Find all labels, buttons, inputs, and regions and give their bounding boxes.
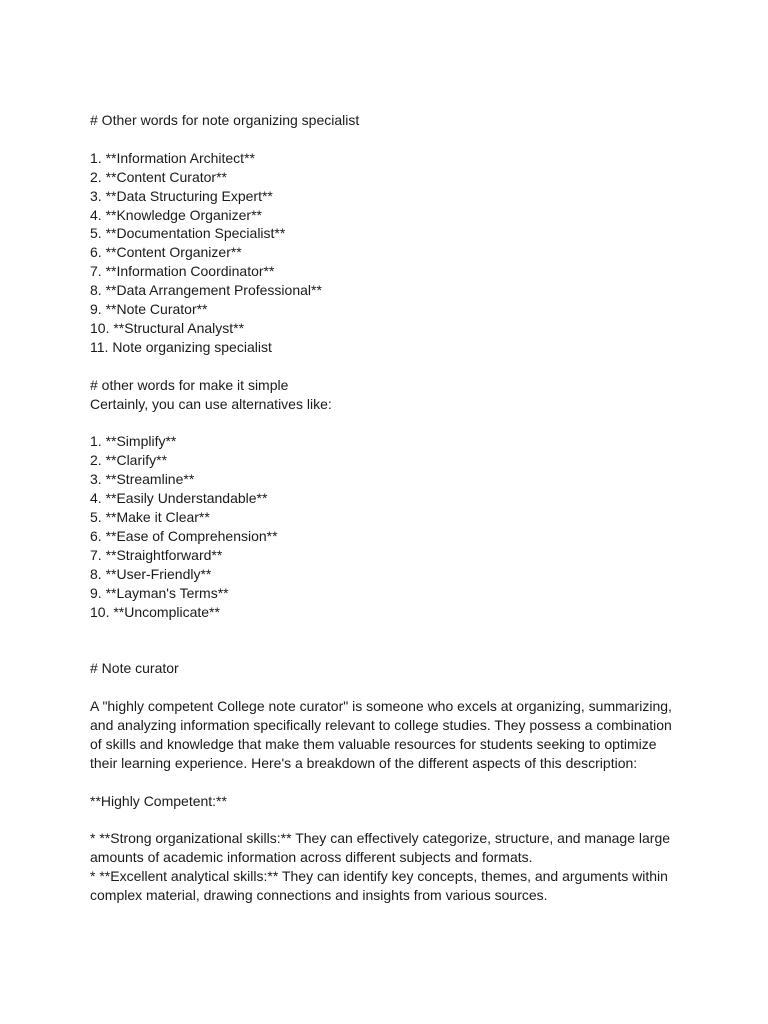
bullet-item: * **Strong organizational skills:** They can effectively categorize, structure, and manage large amounts of academic information across different subjects and formats. bbox=[90, 830, 671, 866]
list-item: 9. **Layman's Terms** bbox=[90, 584, 229, 601]
section1-heading: # Other words for note organizing specialist bbox=[90, 112, 360, 128]
list-item: 5. **Documentation Specialist** bbox=[90, 225, 286, 242]
section3-paragraph: A "highly competent College note curator" is someone who excels at organizing, summarizing, and analyzing information specifically relevant to college studies. They possess a combination of skills and knowledge that make them valuable resources for students seeking to optimize their learning experience. Here's a breakdown of the different aspects of this description: bbox=[90, 698, 672, 771]
section1-list bbox=[90, 149, 680, 357]
list-item: 4. **Easily Understandable** bbox=[90, 490, 268, 507]
list-item: 7. **Information Coordinator** bbox=[90, 263, 275, 280]
list-item: 10. **Structural Analyst** bbox=[90, 319, 245, 336]
list-item: 9. **Note Curator** bbox=[90, 301, 208, 318]
list-item: 3. **Data Structuring Expert** bbox=[90, 187, 273, 204]
section3-heading: # Note curator bbox=[90, 660, 179, 677]
list-item: 8. **Data Arrangement Professional** bbox=[90, 282, 322, 299]
list-item: 2. **Content Curator** bbox=[90, 168, 227, 185]
bullet-item: * **Excellent analytical skills:** They can identify key concepts, themes, and arguments within complex material, drawing connections and insights from various sources. bbox=[90, 868, 668, 904]
list-item: 3. **Streamline** bbox=[90, 471, 195, 488]
section3-subheading: **Highly Competent:** bbox=[90, 792, 227, 809]
list-item: 1. **Simplify** bbox=[90, 433, 177, 450]
list-item: 2. **Clarify** bbox=[90, 452, 168, 469]
list-item: 1. **Information Architect** bbox=[90, 149, 255, 166]
section2-list bbox=[90, 432, 680, 621]
list-item: 10. **Uncomplicate** bbox=[90, 603, 220, 620]
list-item: 6. **Content Organizer** bbox=[90, 244, 242, 261]
section2-intro: Certainly, you can use alternatives like: bbox=[90, 395, 332, 412]
list-item: 11. Note organizing specialist bbox=[90, 338, 272, 355]
list-item: 5. **Make it Clear** bbox=[90, 508, 210, 525]
list-item: 7. **Straightforward** bbox=[90, 546, 223, 563]
list-item: 6. **Ease of Comprehension** bbox=[90, 527, 278, 544]
list-item: 8. **User-Friendly** bbox=[90, 565, 212, 582]
list-item: 4. **Knowledge Organizer** bbox=[90, 206, 262, 223]
section2-heading: # other words for make it simple bbox=[90, 376, 289, 393]
document-page bbox=[90, 111, 680, 905]
